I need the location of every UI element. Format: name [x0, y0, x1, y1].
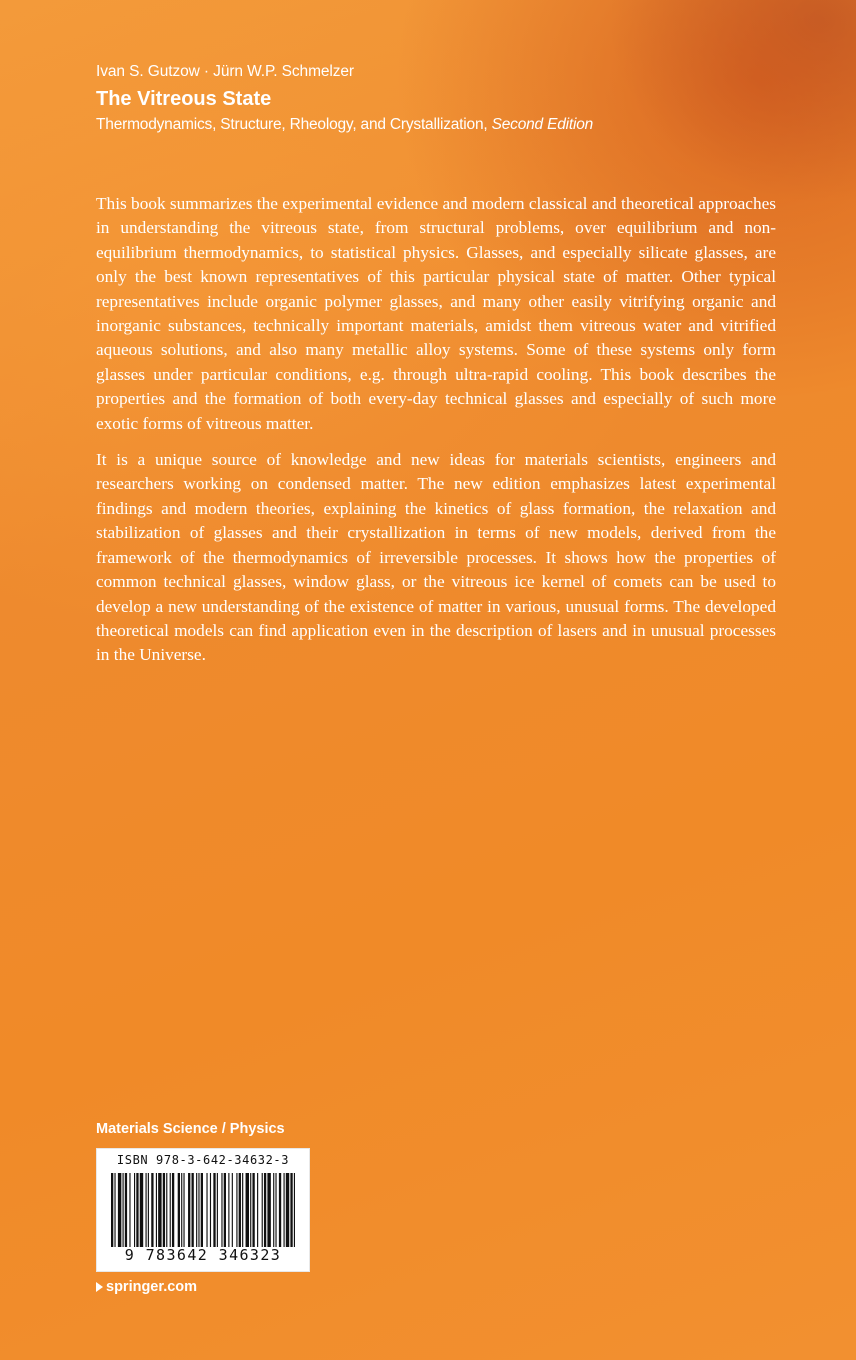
barcode-bar	[264, 1173, 266, 1247]
barcode-bar	[163, 1173, 165, 1247]
barcode-bar	[273, 1173, 274, 1247]
barcode-digits: 9 783642 346323	[124, 1246, 282, 1264]
barcode-bar	[206, 1173, 207, 1247]
barcode-bar	[129, 1173, 130, 1247]
barcode-bar	[286, 1173, 289, 1247]
triangle-arrow-icon	[96, 1282, 103, 1292]
barcode-bar	[196, 1173, 197, 1247]
subtitle-text: Thermodynamics, Structure, Rheology, and Crystallization,	[96, 116, 488, 133]
barcode-bar	[170, 1173, 171, 1247]
barcode-bar	[236, 1173, 237, 1247]
barcode-bar	[213, 1173, 215, 1247]
barcode-bar	[134, 1173, 135, 1247]
barcode-bar	[188, 1173, 190, 1247]
book-title: The Vitreous State	[96, 88, 272, 110]
description-paragraph-1: This book summarizes the experimental evidence and modern classical and theoretical approaches in understanding the vitreous state, from structural problems, over equilibrium and non-equilibrium thermodynamics, to statistical physics. Glasses, and especially silicate glasses, are only the best known representatives of this particular physical state of matter. Other typical representatives include organic polymer glasses, and many other easily vitrifying organic and inorganic substances, technically important materials, amidst them vitreous water and vitrified aqueous solutions, and also many metallic alloy systems. Some of these systems only form glasses under particular conditions, e.g. through ultra-rapid cooling. This book describes the properties and the formation of both every-day technical glasses and especially of such more exotic forms of vitreous matter.	[96, 194, 776, 433]
barcode-bar	[114, 1173, 115, 1247]
barcode-bar	[156, 1173, 157, 1247]
barcode-bar	[201, 1173, 203, 1247]
barcode-bar	[172, 1173, 174, 1247]
barcode-bar	[178, 1173, 180, 1247]
barcode-bar	[242, 1173, 243, 1247]
barcode-bar	[146, 1173, 147, 1247]
barcode-bar	[140, 1173, 143, 1247]
publisher-link[interactable]	[96, 1277, 197, 1297]
barcode-bar	[262, 1173, 263, 1247]
barcode-bar	[123, 1173, 124, 1247]
barcode-bar	[166, 1173, 167, 1247]
book-authors: Ivan S. Gutzow · Jürn W.P. Schmelzer	[96, 63, 354, 80]
barcode-bar	[125, 1173, 127, 1247]
barcode-bar	[267, 1173, 270, 1247]
barcode-bar	[246, 1173, 249, 1247]
barcode-bar	[210, 1173, 211, 1247]
barcode-bars	[111, 1173, 295, 1247]
barcode-bar	[250, 1173, 251, 1247]
publisher-website: springer.com	[106, 1279, 198, 1295]
barcode-bar	[257, 1173, 258, 1247]
barcode-bar	[158, 1173, 161, 1247]
isbn-barcode	[96, 1148, 310, 1272]
barcode-bar	[239, 1173, 241, 1247]
barcode-bar	[228, 1173, 229, 1247]
barcode-bar	[118, 1173, 121, 1247]
description-paragraph-2: It is a unique source of knowledge and new ideas for materials scientists, engineers and researchers working on condensed matter. The new edition emphasizes latest experimental findings and modern theories, explaining the kinetics of glass formation, the relaxation and stabilization of glasses and their crystallization in terms of new models, derived from the framework of the thermodynamics of irreversible processes. It shows how the properties of common technical glasses, window glass, or the vitreous ice kernel of comets can be used to develop a new understanding of the existence of matter in various, unusual forms. The developed theoretical models can find application even in the description of lasers and in unusual processes in the Universe.	[96, 450, 776, 665]
book-description	[96, 192, 776, 680]
barcode-bar	[111, 1173, 113, 1247]
edition-label: Second Edition	[491, 116, 594, 133]
barcode-bar	[192, 1173, 194, 1247]
barcode-bar	[232, 1173, 233, 1247]
barcode-bar	[224, 1173, 226, 1247]
barcode-bar	[183, 1173, 184, 1247]
barcode-bar	[290, 1173, 292, 1247]
barcode-bar	[136, 1173, 138, 1247]
barcode-bar	[284, 1173, 285, 1247]
barcode-bar	[151, 1173, 153, 1247]
barcode-bar	[198, 1173, 199, 1247]
barcode-bar	[294, 1173, 295, 1247]
barcode-bar	[148, 1173, 149, 1247]
book-header	[96, 62, 816, 135]
subject-category: Materials Science / Physics	[96, 1121, 285, 1137]
book-subtitle	[96, 115, 816, 135]
barcode-bar	[252, 1173, 254, 1247]
barcode-bar	[217, 1173, 218, 1247]
isbn-label: ISBN 978-3-642-34632-3	[116, 1153, 290, 1167]
barcode-bar	[279, 1173, 281, 1247]
barcode-bar	[181, 1173, 182, 1247]
barcode-bar	[275, 1173, 276, 1247]
barcode-bar	[221, 1173, 222, 1247]
